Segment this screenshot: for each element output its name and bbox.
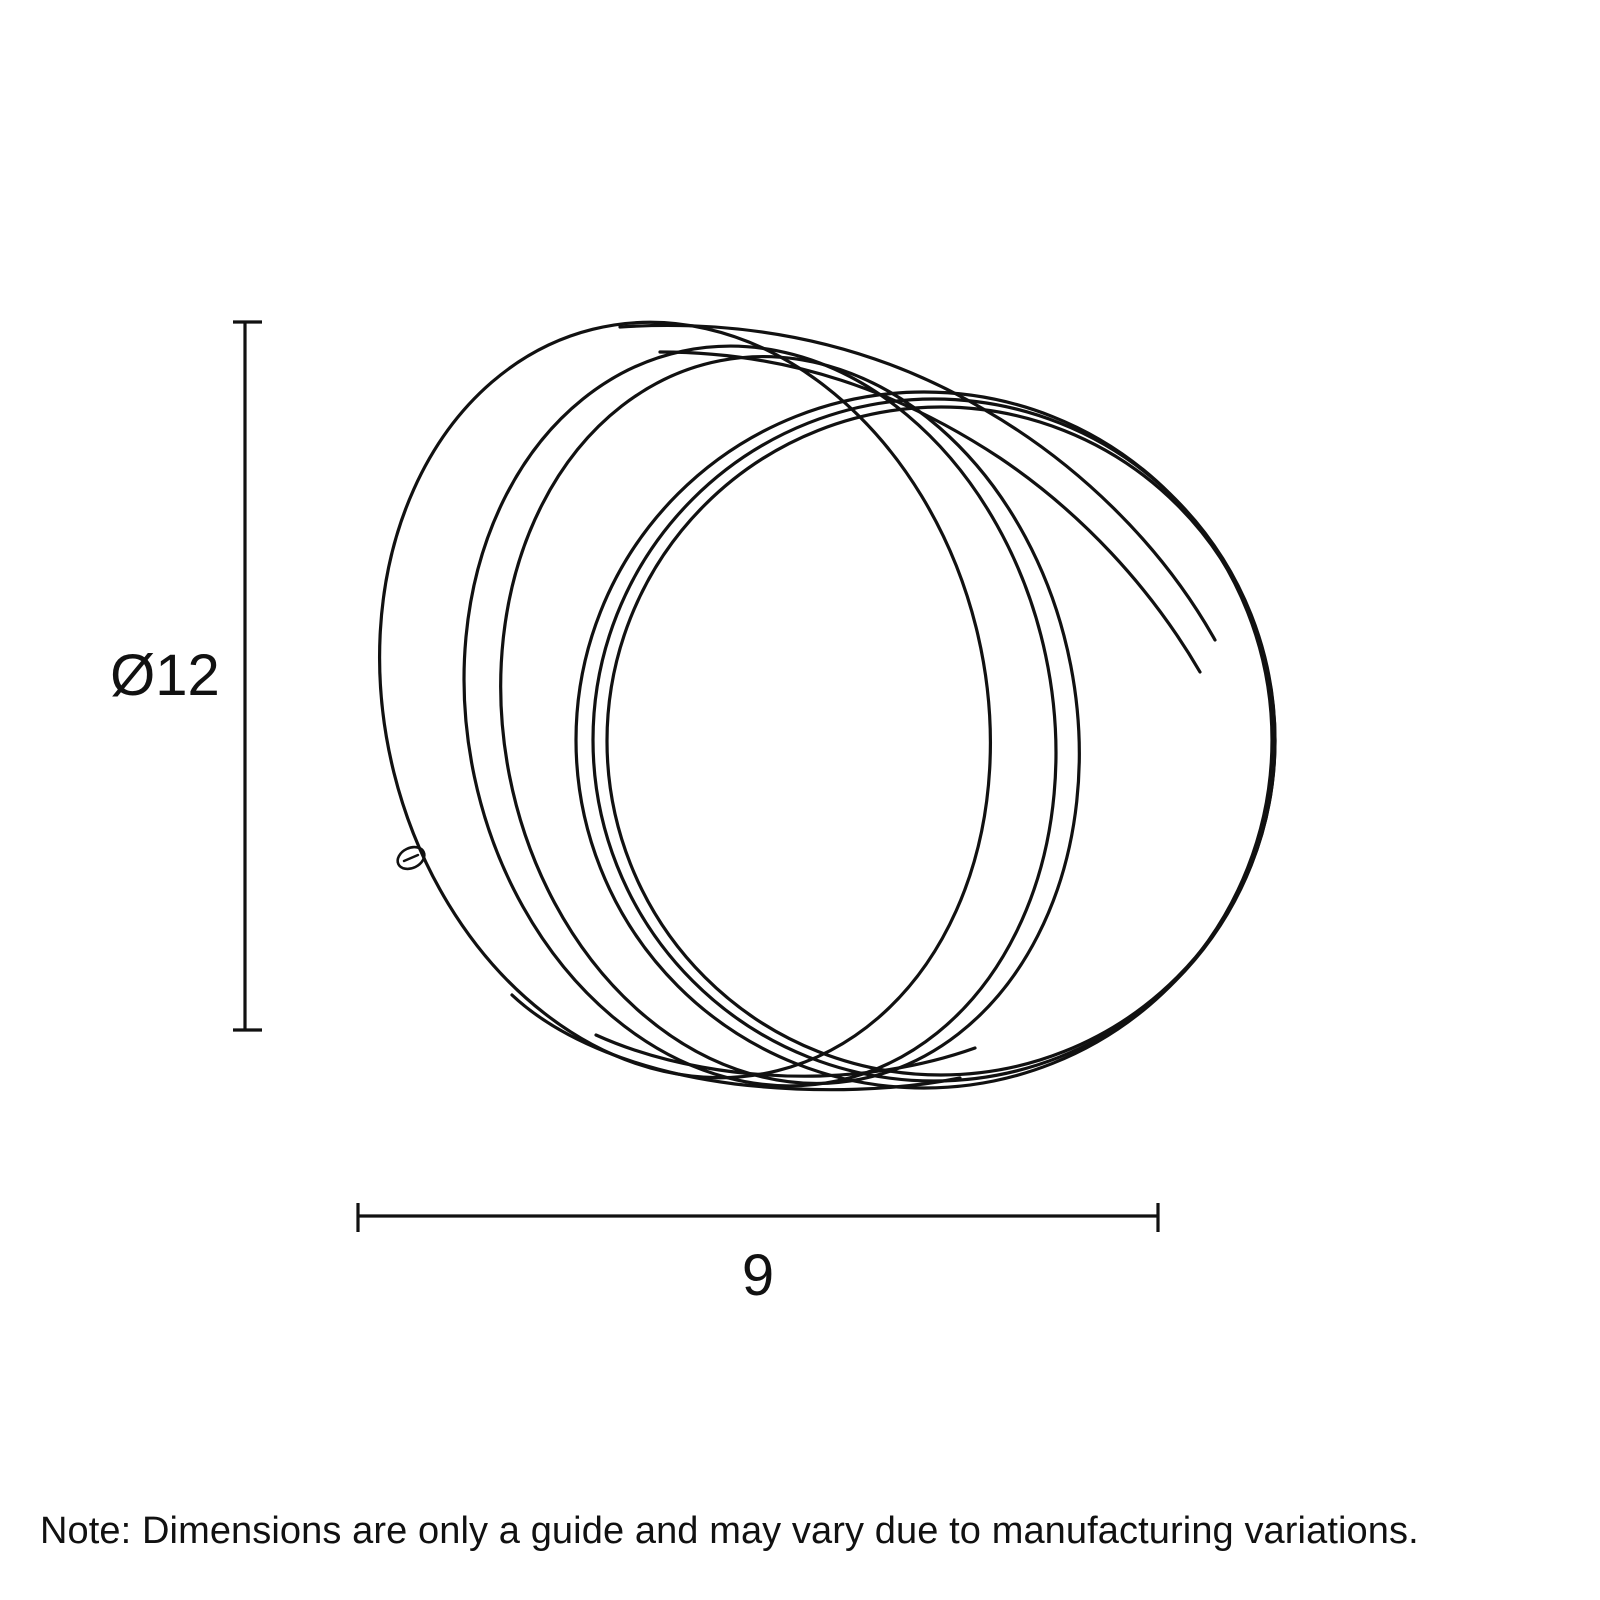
dimension-depth-label: 9 [741, 1243, 775, 1308]
mid-body-ellipse [397, 290, 1123, 1141]
dimensions-note: Note: Dimensions are only a guide and may vary due to manufacturing variations. [40, 1510, 1419, 1552]
front-face-bezel-circle [607, 407, 1275, 1075]
dimension-height-label: Ø12 [110, 643, 220, 708]
dimension-depth [358, 1203, 1158, 1232]
dimension-height [233, 322, 262, 1030]
back-plate-ellipse [301, 257, 1068, 1143]
bottom-silhouette-edge [512, 995, 960, 1090]
screw-detail-slot [404, 855, 418, 861]
product-outline [301, 257, 1275, 1143]
